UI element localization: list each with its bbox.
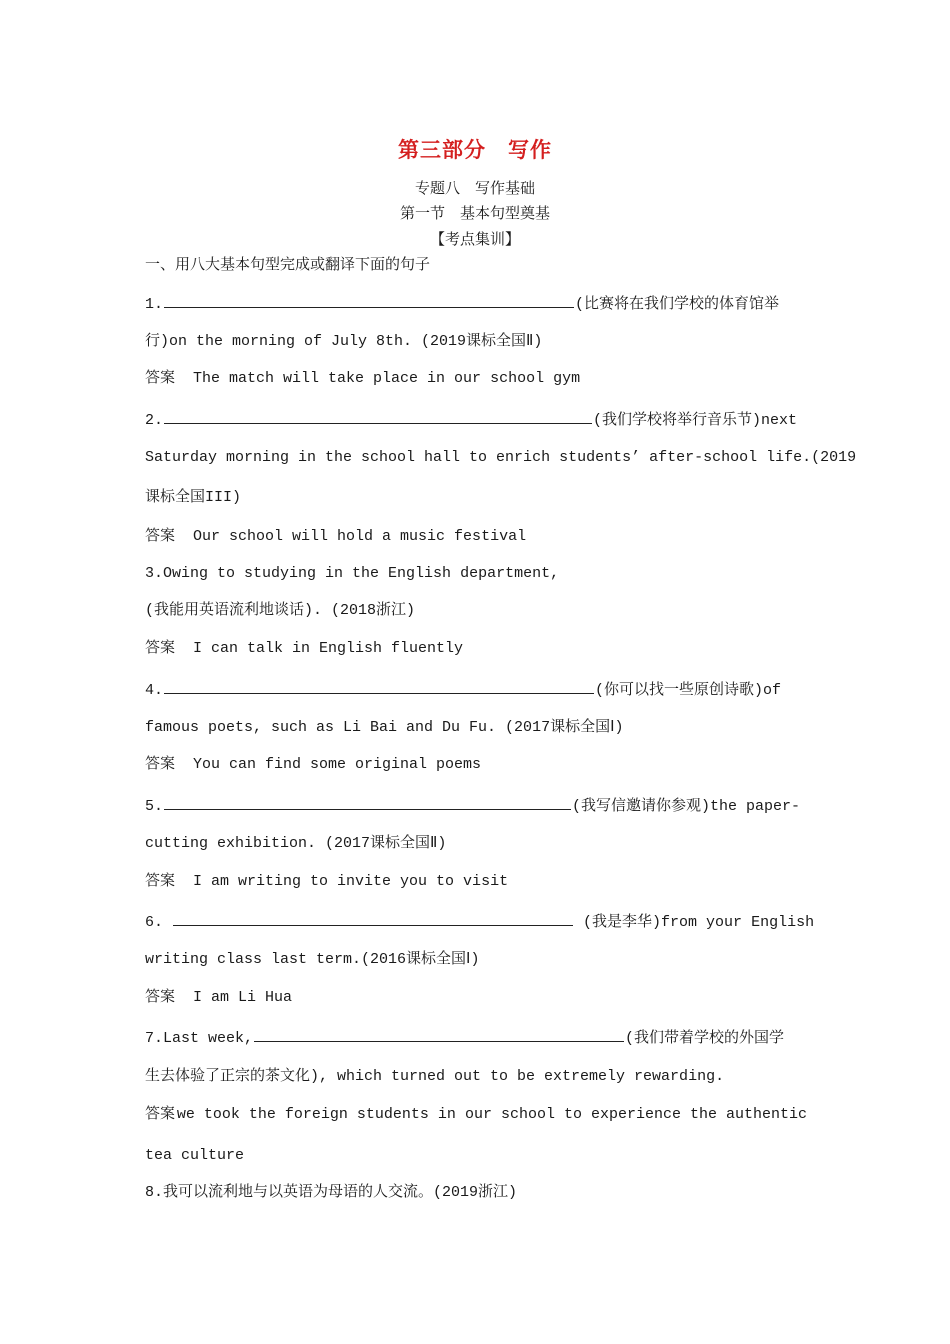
- item-text: (你可以找一些原创诗歌)of: [595, 682, 782, 699]
- item-3-answer: [145, 639, 463, 659]
- answer-blank[interactable]: [164, 407, 592, 424]
- item-number: 3.: [145, 565, 164, 582]
- item-2-line2: Saturday morning in the school hall to enrich students’ after-school life.(2019: [145, 449, 857, 466]
- answer-label: 答案: [145, 1106, 176, 1123]
- item-7-line1: [145, 1025, 784, 1049]
- item-6-line1: [145, 909, 814, 933]
- item-8-line1: [145, 1183, 517, 1203]
- answer-text: I am Li Hua: [193, 989, 293, 1006]
- item-number: 4.: [145, 682, 164, 699]
- item-7-line2: 生去体验了正宗的茶文化), which turned out to be extremely rewarding.: [145, 1068, 725, 1085]
- item-4-line1: [145, 677, 781, 701]
- answer-blank[interactable]: [254, 1025, 624, 1042]
- answer-text: I can talk in English fluently: [193, 640, 464, 657]
- item-number: 5.: [145, 798, 164, 815]
- item-text: Owing to studying in the English department,: [163, 565, 560, 582]
- answer-label: 答案: [145, 756, 176, 773]
- answer-blank[interactable]: [173, 909, 573, 926]
- item-number: 1.: [145, 296, 164, 313]
- item-3-line2: (我能用英语流利地谈话). (2018浙江): [145, 602, 416, 619]
- item-4-answer: [145, 755, 481, 775]
- item-number: 7.: [145, 1030, 164, 1047]
- item-2-answer: [145, 527, 526, 547]
- item-lead: Last week,: [163, 1030, 254, 1047]
- answer-blank[interactable]: [164, 793, 571, 810]
- item-number: 2.: [145, 412, 164, 429]
- item-text: (我写信邀请你参观)the paper-: [572, 798, 801, 815]
- topic-subtitle: 专题八 写作基础: [414, 179, 535, 197]
- item-6-answer: [145, 988, 292, 1008]
- section-subtitle: 第一节 基本句型奠基: [399, 204, 550, 222]
- answer-label: 答案: [145, 873, 176, 890]
- answer-label: 答案: [145, 989, 176, 1006]
- answer-text: You can find some original poems: [193, 756, 482, 773]
- answer-blank[interactable]: [164, 677, 594, 694]
- answer-blank[interactable]: [164, 291, 574, 308]
- answer-text: Our school will hold a music festival: [193, 528, 527, 545]
- item-7-answer-cont: tea culture: [145, 1147, 245, 1164]
- item-5-line1: [145, 793, 800, 817]
- answer-text: The match will take place in our school gym: [193, 370, 581, 387]
- item-text: (我是李华)from your English: [583, 914, 815, 931]
- item-6-line2: writing class last term.(2016课标全国Ⅰ): [145, 951, 480, 968]
- item-number: 6.: [145, 914, 164, 931]
- item-3-line1: [145, 564, 559, 584]
- item-5-line2: cutting exhibition. (2017课标全国Ⅱ): [145, 835, 447, 852]
- answer-text: I am writing to invite you to visit: [193, 873, 509, 890]
- item-1-answer: [145, 369, 580, 389]
- item-text: (我们学校将举行音乐节)next: [593, 412, 798, 429]
- item-5-answer: [145, 872, 508, 892]
- answer-label: 答案: [145, 370, 176, 387]
- item-2-line1: [145, 407, 797, 431]
- item-7-answer: [145, 1105, 807, 1125]
- section-heading: 一、用八大基本句型完成或翻译下面的句子: [145, 255, 431, 273]
- answer-label: 答案: [145, 528, 176, 545]
- item-1-line1: [145, 291, 779, 315]
- item-text: 我可以流利地与以英语为母语的人交流。(2019浙江): [163, 1184, 518, 1201]
- item-4-line2: famous poets, such as Li Bai and Du Fu. (2017课标全国Ⅰ): [145, 719, 624, 736]
- item-text: (我们带着学校的外国学: [625, 1030, 785, 1047]
- answer-label: 答案: [145, 640, 176, 657]
- item-text: (比赛将在我们学校的体育馆举: [575, 296, 780, 313]
- item-number: 8.: [145, 1184, 164, 1201]
- exercise-subtitle: 【考点集训】: [429, 230, 520, 248]
- answer-text: we took the foreign students in our school to experience the authentic: [176, 1106, 807, 1123]
- item-2-line3: 课标全国III): [145, 489, 242, 506]
- item-1-line2: 行)on the morning of July 8th. (2019课标全国Ⅱ): [145, 333, 543, 350]
- page-title: 第三部分 写作: [398, 137, 552, 162]
